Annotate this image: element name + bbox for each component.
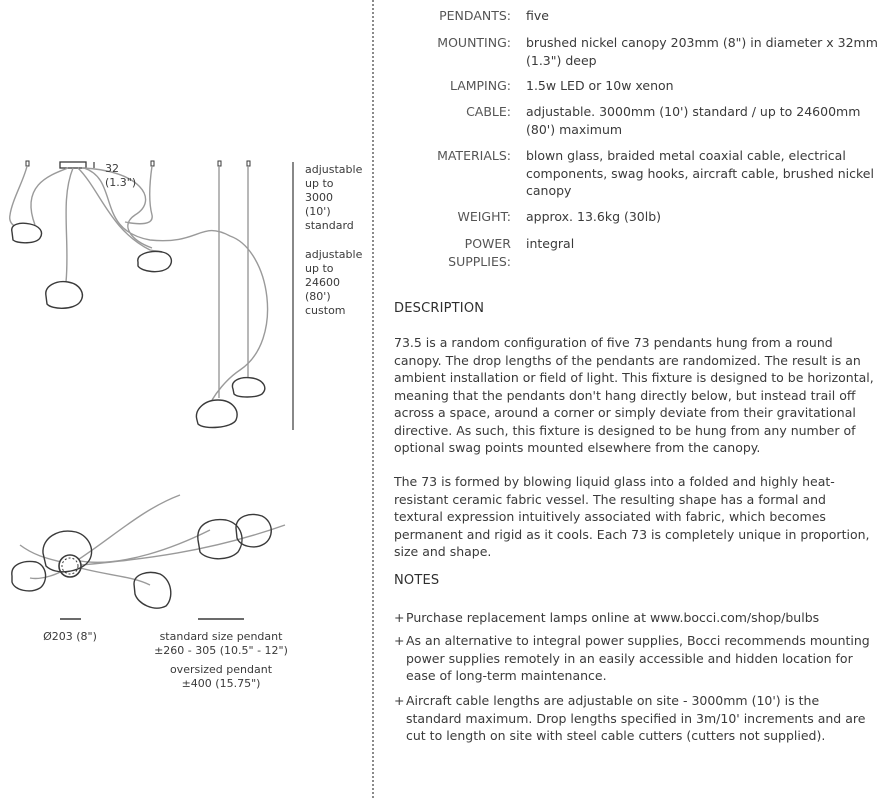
spec-key: WEIGHT: — [457, 209, 511, 224]
spec-key: POWER SUPPLIES: — [448, 236, 511, 269]
notes-heading: NOTES — [394, 573, 440, 588]
pendants — [12, 223, 265, 427]
note-text: Aircraft cable lengths are adjustable on site - 3000mm (10') is the standard maximum. Drop lengths specified in 3m/10' increments and are cut to length on site with steel cable cutters (cutters not supplied). — [406, 693, 866, 743]
spec-key: CABLE: — [466, 104, 511, 119]
cables — [10, 166, 268, 400]
standard-line-2: 3000 — [305, 191, 333, 204]
custom-line-3: (80') — [305, 290, 331, 303]
spec-value: integral — [526, 236, 575, 251]
plan-view — [12, 495, 285, 619]
standard-pendant-size: ±260 - 305 (10.5" - 12") — [154, 644, 288, 657]
canopy-shape — [60, 162, 86, 168]
custom-line-0: adjustable — [305, 248, 363, 261]
spec-key: PENDANTS: — [439, 8, 511, 23]
custom-line-2: 24600 — [305, 276, 340, 289]
note-item — [394, 632, 878, 685]
spec-key: LAMPING: — [449, 78, 511, 93]
oversized-pendant-label: oversized pendant — [169, 663, 273, 676]
canopy-depth-inches-label: (1.3") — [105, 176, 137, 189]
canopy-diameter-label: Ø203 (8") — [43, 630, 97, 643]
standard-line-4: standard — [305, 219, 354, 232]
elevation-view — [10, 161, 293, 430]
spec-value: 1.5w LED or 10w xenon — [526, 78, 674, 93]
spec-value: adjustable. 3000mm (10') standard / up to 24600mm (80') maximum — [526, 104, 861, 137]
bullet-plus-icon: + — [394, 633, 405, 648]
description-paragraph-1: 73.5 is a random configuration of five 73 pendants hung from a round canopy. The drop lengths of the pendants are randomized. The result is an ambient installation or field of light. This fixture is designed to be horizontal, meaning that the pendants don't hang directly below, but instead trail off across a space, around a corner or simply deviate from their gravitational directive. As such, this fixture is designed to be hung from any number of optional swag points mounted elsewhere from the canopy. — [394, 335, 874, 455]
standard-length-label — [305, 163, 363, 232]
bullet-plus-icon: + — [394, 610, 405, 625]
note-text: As an alternative to integral power supplies, Bocci recommends mounting power supplies remotely in an easily accessible and hidden location for ease of long-term maintenance. — [406, 633, 870, 683]
standard-line-1: up to — [305, 177, 334, 190]
canopy-depth-label: 32 — [105, 162, 119, 175]
elevation-and-plan-drawing — [0, 0, 370, 798]
custom-line-1: up to — [305, 262, 334, 275]
standard-line-3: (10') — [305, 205, 331, 218]
standard-pendant-label: standard size pendant — [159, 630, 283, 643]
spec-value: brushed nickel canopy 203mm (8") in diameter x 32mm (1.3") deep — [526, 35, 878, 68]
oversized-pendant-size: ±400 (15.75") — [181, 677, 261, 690]
spec-key: MATERIALS: — [437, 148, 511, 163]
spec-key: MOUNTING: — [437, 35, 511, 50]
custom-length-label — [305, 248, 363, 317]
spec-value: five — [526, 8, 549, 23]
product-drawing — [0, 0, 370, 798]
description-paragraph-2: The 73 is formed by blowing liquid glass into a folded and highly heat-resistant ceramic fabric vessel. The resulting shape has a formal and textural expression intuitively associated with fabric, which becomes permanent and rigid as it cools. Each 73 is completely unique in proportion, size and shape. — [394, 474, 870, 559]
note-item — [394, 609, 878, 627]
bullet-plus-icon: + — [394, 693, 405, 708]
standard-line-0: adjustable — [305, 163, 363, 176]
note-item — [394, 692, 878, 745]
dotted-divider — [372, 0, 374, 798]
note-text: Purchase replacement lamps online at www.bocci.com/shop/bulbs — [406, 610, 820, 625]
spec-value: approx. 13.6kg (30lb) — [526, 209, 662, 224]
custom-line-4: custom — [305, 304, 346, 317]
description-heading: DESCRIPTION — [394, 301, 485, 316]
spec-value: blown glass, braided metal coaxial cable, electrical components, swag hooks, aircraft cable, brushed nickel canopy — [526, 148, 874, 198]
